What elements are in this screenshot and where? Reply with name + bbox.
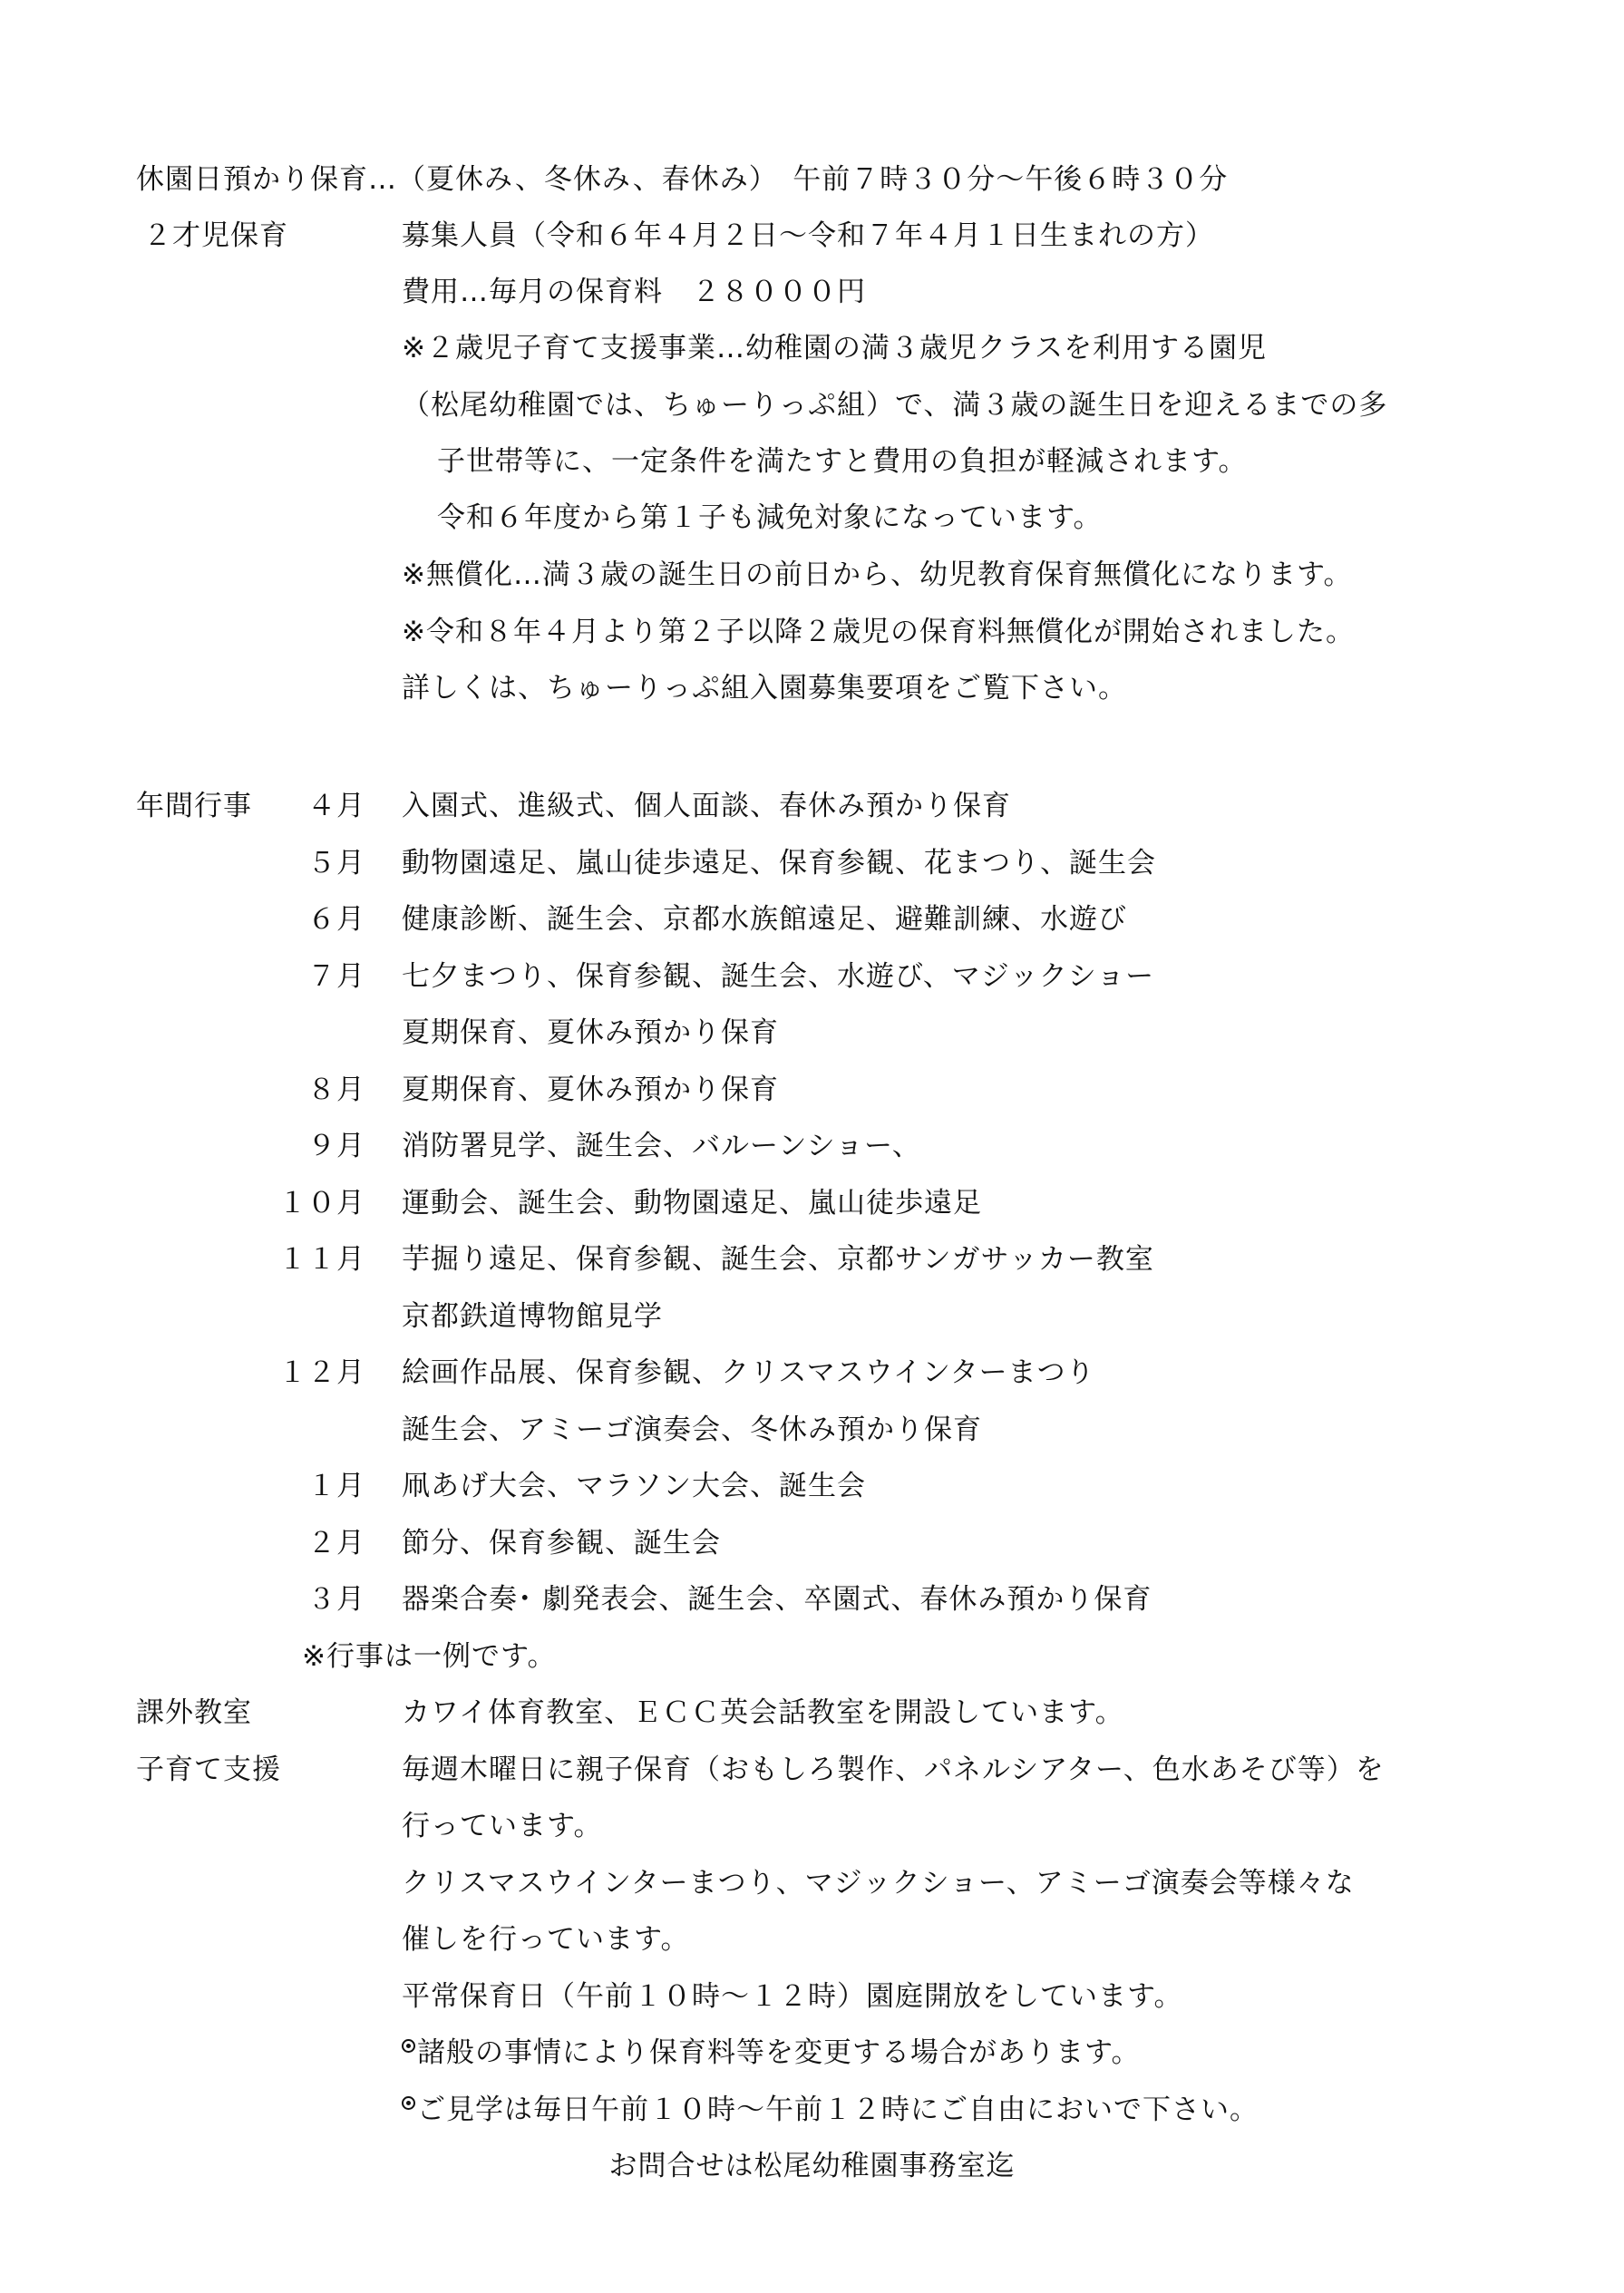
event-month: ９月	[307, 1130, 365, 1162]
two-year-line-1: 募集人員（令和６年４月２日～令和７年４月１日生まれの方）	[402, 219, 1214, 252]
support-line-3: クリスマスウインターまつり、マジックショー、アミーゴ演奏会等様々な	[402, 1867, 1355, 1899]
extracurricular-text: カワイ体育教室、ＥＣＣ英会話教室を開設しています。	[402, 1696, 1124, 1729]
event-text: 入園式、進級式、個人面談、春休み預かり保育	[402, 790, 1011, 822]
contact-footer: お問合せは松尾幼稚園事務室迄	[608, 2150, 1016, 2182]
two-year-line-5: 子世帯等に、一定条件を満たすと費用の負担が軽減されます。	[437, 445, 1248, 478]
support-note-2	[402, 2092, 1259, 2128]
event-text: 節分、保育参観、誕生会	[402, 1527, 721, 1559]
two-year-line-8: ※令和８年４月より第２子以降２歳児の保育料無償化が開始されました。	[402, 616, 1355, 648]
event-month: ３月	[307, 1583, 365, 1616]
event-text: 芋掘り遠足、保育参観、誕生会、京都サンガサッカー教室	[402, 1243, 1154, 1276]
two-year-line-6: 令和６年度から第１子も減免対象になっています。	[437, 501, 1103, 534]
two-year-line-4: （松尾幼稚園では、ちゅーりっぷ組）で、満３歳の誕生日を迎えるまでの多	[402, 389, 1388, 422]
event-month: １１月	[278, 1243, 365, 1276]
support-note-1	[402, 2035, 1141, 2071]
extracurricular-label: 課外教室	[136, 1696, 252, 1729]
event-month: ４月	[307, 790, 365, 822]
bullet-icon	[402, 2039, 415, 2053]
event-text: 器楽合奏･ 劇発表会、誕生会、卒園式、春休み預かり保育	[402, 1583, 1152, 1616]
support-line-1: 毎週木曜日に親子保育（おもしろ製作、パネルシアター、色水あそび等）を	[402, 1754, 1385, 1786]
event-month: １０月	[278, 1187, 365, 1219]
event-text: 夏期保育、夏休み預かり保育	[402, 1016, 779, 1049]
support-note-2-text: ご見学は毎日午前１０時～午前１２時にご自由においで下さい。	[417, 2094, 1259, 2126]
support-label: 子育て支援	[136, 1754, 281, 1786]
event-text: 京都鉄道博物館見学	[402, 1300, 663, 1333]
two-year-label: ２才児保育	[143, 219, 288, 252]
events-note: ※行事は一例です。	[302, 1640, 557, 1673]
holiday-care-line: 休園日預かり保育…（夏休み、冬休み、春休み） 午前７時３０分～午後６時３０分	[136, 163, 1229, 196]
two-year-line-2: 費用…毎月の保育料 ２８０００円	[402, 276, 866, 308]
events-label: 年間行事	[136, 790, 252, 822]
event-text: 七夕まつり、保育参観、誕生会、水遊び、マジックショー	[402, 960, 1155, 993]
event-text: 運動会、誕生会、動物園遠足、嵐山徒歩遠足	[402, 1187, 982, 1219]
two-year-line-7: ※無償化…満３歳の誕生日の前日から、幼児教育保育無償化になります。	[402, 559, 1353, 591]
event-text: 凧あげ大会、マラソン大会、誕生会	[402, 1470, 866, 1502]
event-month: ７月	[307, 960, 365, 993]
event-month: １２月	[278, 1356, 365, 1389]
support-line-2: 行っています。	[402, 1810, 603, 1842]
event-text: 動物園遠足、嵐山徒歩遠足、保育参観、花まつり、誕生会	[402, 847, 1156, 879]
event-text: 誕生会、アミーゴ演奏会、冬休み預かり保育	[402, 1414, 982, 1446]
support-note-1-text: 諸般の事情により保育料等を変更する場合があります。	[417, 2036, 1141, 2069]
two-year-line-9: 詳しくは、ちゅーりっぷ組入園募集要項をご覧下さい。	[402, 672, 1127, 704]
support-line-5: 平常保育日（午前１０時～１２時）園庭開放をしています。	[402, 1980, 1183, 2013]
event-month: ６月	[307, 903, 365, 936]
bullet-icon	[402, 2096, 415, 2110]
event-text: 絵画作品展、保育参観、クリスマスウインターまつり	[402, 1356, 1095, 1389]
event-text: 夏期保育、夏休み預かり保育	[402, 1074, 779, 1106]
support-line-4: 催しを行っています。	[402, 1923, 690, 1956]
two-year-line-3: ※２歳児子育て支援事業…幼稚園の満３歳児クラスを利用する園児	[402, 332, 1268, 364]
event-month: ２月	[307, 1527, 365, 1559]
event-text: 消防署見学、誕生会、バルーンショー、	[402, 1130, 921, 1162]
event-text: 健康診断、誕生会、京都水族館遠足、避難訓練、水遊び	[402, 903, 1127, 936]
event-month: ５月	[307, 847, 365, 879]
event-month: １月	[307, 1470, 365, 1502]
event-month: ８月	[307, 1074, 365, 1106]
